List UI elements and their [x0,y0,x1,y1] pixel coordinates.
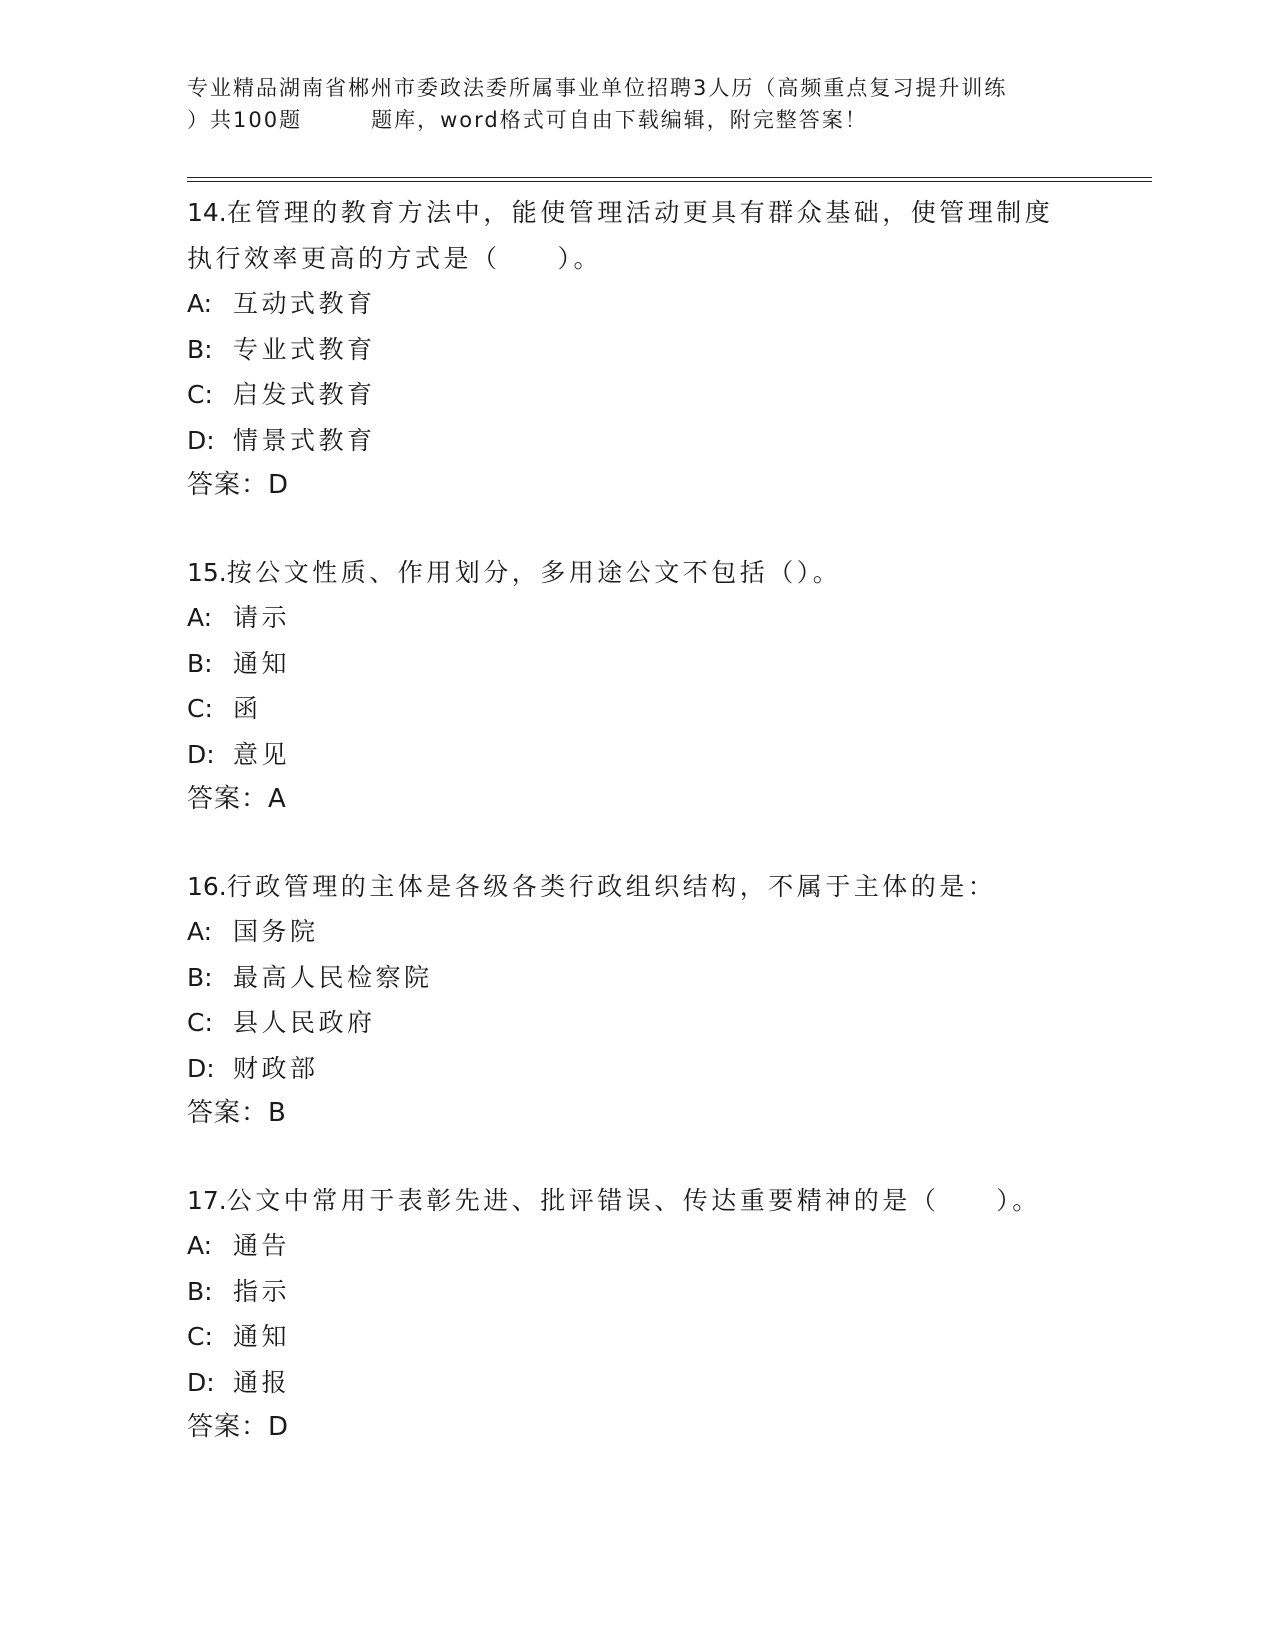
option-key: C: [187,1322,213,1351]
option-key: B: [187,1276,213,1306]
question-text-line: 执行效率更高的方式是（ ）。 [187,243,603,273]
question-text: 按公文性质、作用划分，多用途公文不包括（）。 [226,557,842,587]
question-number: 16. [187,871,227,901]
answer: 答案：B [187,1098,287,1128]
option-c [187,372,1087,418]
option-text: 财政部 [233,1053,319,1083]
option-d [187,1046,1087,1092]
option-text: 专业式教育 [233,334,376,364]
question-number: 15. [187,557,227,587]
option-d [187,418,1087,464]
option-text: 通报 [233,1367,291,1397]
option-c [187,686,1087,732]
question-text: 公文中常用于表彰先进、批评错误、传达重要精神的是（ ）。 [226,1185,1041,1215]
option-d [187,1360,1087,1406]
question-15 [187,550,1087,823]
question-14 [187,190,1087,509]
option-key: D: [187,739,215,769]
question-text-line [187,550,1087,596]
question-number: 14. [187,198,227,227]
question-17 [187,1178,1087,1451]
option-key: A: [187,603,213,632]
option-a [187,281,1087,327]
header-divider [187,177,1152,182]
page-header [187,72,1087,136]
option-text: 县人民政府 [233,1008,376,1037]
option-b [187,1269,1087,1315]
option-text: 通知 [233,648,291,678]
header-title-line-2: ）共100题 题库，word格式可自由下载编辑，附完整答案！ [187,108,868,132]
option-a [187,595,1087,641]
option-key: C: [187,1008,213,1037]
question-text: 在管理的教育方法中，能使管理活动更具有群众基础，使管理制度 [226,198,1054,227]
option-key: C: [187,380,213,409]
option-key: D: [187,425,215,455]
option-key: B: [187,648,213,678]
option-text: 请示 [233,603,291,632]
option-key: B: [187,334,213,364]
answer: 答案：D [187,1412,290,1442]
question-list [187,190,1087,1492]
option-d [187,732,1087,778]
option-key: D: [187,1053,215,1083]
option-key: A: [187,1231,213,1260]
option-text: 通知 [233,1322,291,1351]
option-b [187,641,1087,687]
answer: 答案：A [187,784,287,814]
option-text: 函 [233,694,262,723]
option-text: 指示 [233,1276,291,1306]
option-c [187,1000,1087,1046]
option-b [187,955,1087,1001]
option-text: 通告 [233,1231,291,1260]
option-key: B: [187,962,213,992]
question-16 [187,864,1087,1137]
question-text: 行政管理的主体是各级各类行政组织结构，不属于主体的是： [226,871,997,901]
option-key: C: [187,694,213,723]
option-a [187,1223,1087,1269]
option-text: 国务院 [233,917,319,946]
question-text-line [187,190,1087,236]
option-c [187,1314,1087,1360]
option-text: 意见 [233,739,291,769]
question-text-line [187,864,1087,910]
option-text: 最高人民检察院 [233,962,433,992]
option-text: 情景式教育 [233,425,376,455]
question-text-line [187,1178,1087,1224]
option-a [187,909,1087,955]
option-key: A: [187,289,213,318]
option-key: D: [187,1367,215,1397]
header-title-line-1: 专业精品湖南省郴州市委政法委所属事业单位招聘3人历（高频重点复习提升训练 [187,76,1008,100]
question-number: 17. [187,1185,227,1215]
answer: 答案：D [187,470,290,500]
option-text: 互动式教育 [233,289,376,318]
option-text: 启发式教育 [233,380,376,409]
option-b [187,327,1087,373]
option-key: A: [187,917,213,946]
